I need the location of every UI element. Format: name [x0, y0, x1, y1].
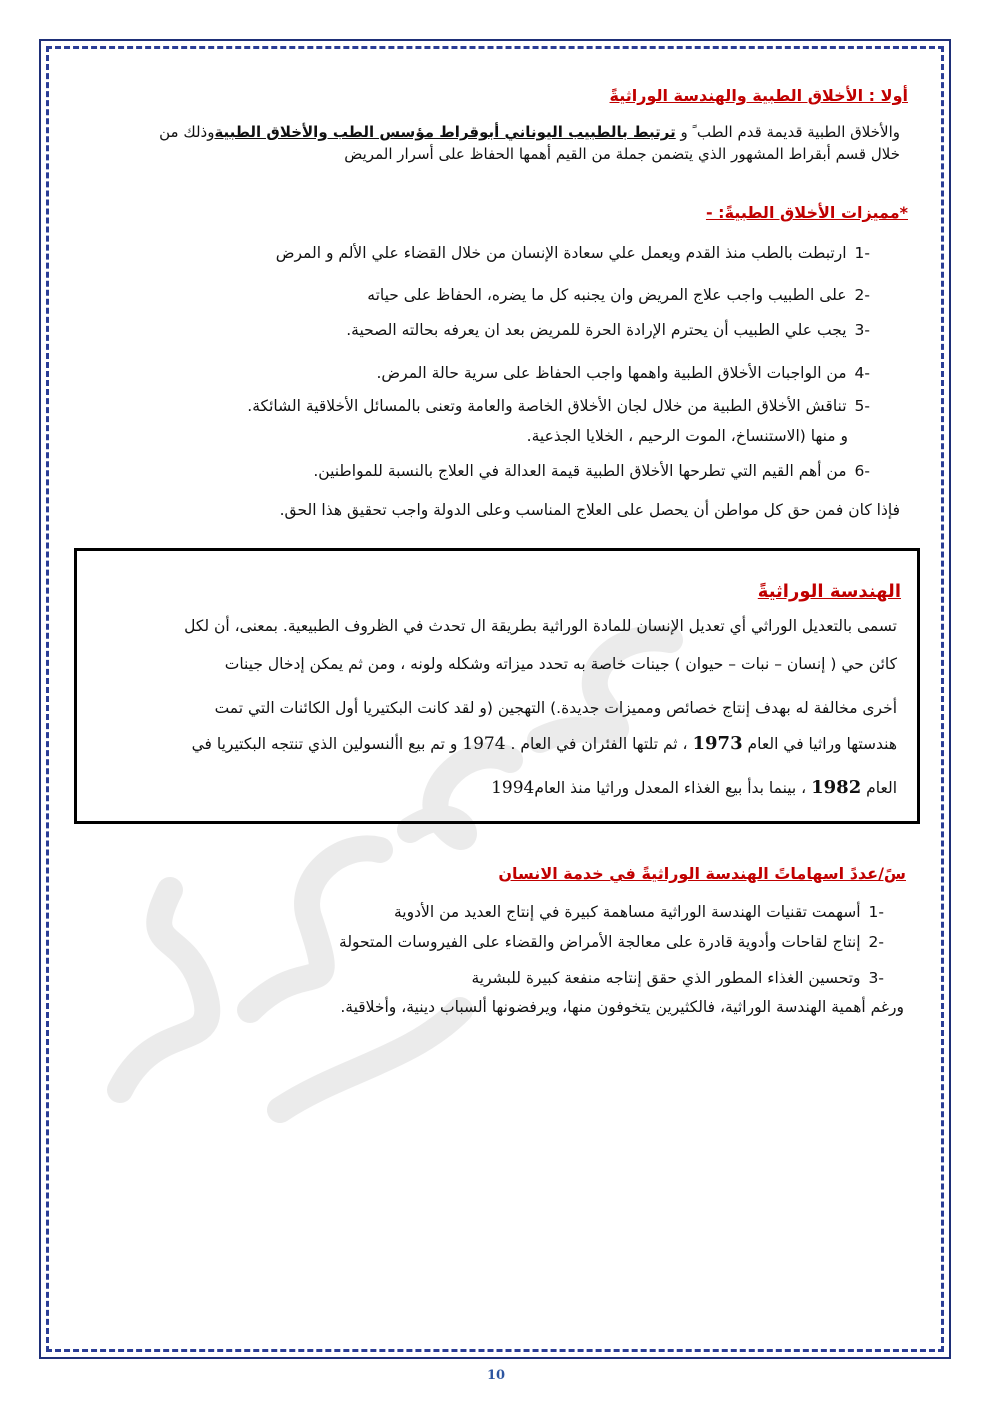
genetic-engineering-box: [74, 548, 920, 824]
section-heading-features: *مميزات الأخلاق الطبيةً: -: [705, 203, 908, 222]
feature-item-continuation: و منها (الاستنساخ، الموت الرحيم ، الخلايا الجذعية.: [526, 427, 848, 445]
intro-paragraph: [90, 121, 900, 165]
year-1994: 1994: [491, 778, 535, 798]
feature-item: -4من الواجبات الأخلاق الطبية واهمها واجب الحفاظ على سرية حالة المرض.: [376, 364, 870, 382]
feature-item: -1ارتبطت بالطب منذ القدم ويعمل علي سعادة الإنسان من خلال القضاء علي الألم و المرض: [275, 244, 870, 262]
feature-item: -3يجب علي الطبيب أن يحترم الإرادة الحرة للمريض بعد ان يعرفه بحالته الصحية.: [346, 321, 870, 339]
year-1982: 1982: [811, 777, 862, 798]
section-heading-ethics: أولا : الأخلاق الطبية والهندسة الوراثيةً: [609, 86, 908, 105]
genetic-box-title: الهندسة الوراثيةً: [757, 581, 901, 602]
intro-line-1: والأخلاق الطبية قديمة قدم الطب ً و ترتبط بالطبيب اليوناني أبوقراط مؤسس الطب والأخلاق الطبيةوذلك من: [159, 123, 900, 141]
year-1973: 1973: [692, 733, 743, 754]
feature-item: -2على الطبيب واجب علاج المريض وان يجنبه كل ما يضره، الحفاظ على حياته: [367, 286, 870, 304]
feature-item: -6من أهم القيم التي تطرحها الأخلاق الطبية قيمة العدالة في العلاج بالنسبة للمواطنين.: [313, 462, 870, 480]
contributions-closing: ورغم أهمية الهندسة الوراثية، فالكثيرين يتخوفون منها، ويرفضونها ألسباب دينية، وأخلاقية.: [340, 998, 904, 1016]
intro-line-2: خلال قسم أبقراط المشهور الذي يتضمن جملة من القيم أهمها الحفاظ على أسرار المريض: [344, 145, 900, 163]
contribution-item: -2إنتاج لقاحات وأدوية قادرة على معالجة الأمراض والقضاء على الفيروسات المتحولة: [339, 933, 884, 951]
features-conclusion: فإذا كان فمن حق كل مواطن أن يحصل على العلاج المناسب وعلى الدولة واجب تحقيق هذا الحق.: [279, 501, 900, 519]
page-number: 10: [486, 1368, 506, 1383]
year-1974: 1974: [462, 734, 506, 754]
contribution-item: -3وتحسين الغذاء المطور الذي حقق إنتاجه منفعة كبيرة للبشرية: [471, 969, 884, 987]
genetic-box-line: تسمى بالتعديل الوراثي أي تعديل الإنسان للمادة الوراثية بطريقة ال تحدث في الظروف الطبيعية. بمعنى، أن لكل: [184, 617, 897, 635]
genetic-box-line: العام 1982 ، بينما بدأ بيع الغذاء المعدل وراثيا منذ العام1994: [491, 777, 897, 798]
genetic-box-line: هندستها وراثيا في العام 1973 ، ثم تلتها الفئران في العام . 1974 و تم بيع األنسولين الذي تنتجه البكتيريا في: [191, 733, 897, 754]
section-heading-contributions: سً/عددً اسهاماتً الهندسة الوراثيةً في خدمة الانسان: [498, 864, 906, 883]
genetic-box-line: أخرى مخالفة له بهدف إنتاج خصائص ومميزات جديدة.) التهجين (و لقد كانت البكتيريا أول الكائنات التي تمت: [214, 699, 897, 717]
contribution-item: -1أسهمت تقنيات الهندسة الوراثية مساهمة كبيرة في إنتاج العديد من الأدوية: [393, 903, 884, 921]
hippocrates-phrase: ترتبط بالطبيب اليوناني أبوقراط مؤسس الطب والأخلاق الطبية: [214, 123, 676, 141]
feature-item: -5تناقش الأخلاق الطبية من خلال لجان الأخلاق الخاصة والعامة وتعنى بالمسائل الأخلاقية الشائكة.: [247, 397, 870, 415]
genetic-box-line: كائن حي ( إنسان – نبات – حيوان ) جينات خاصة به تحدد ميزاته وشكله ولونه ، ومن ثم يمكن إدخال جينات: [224, 655, 897, 673]
